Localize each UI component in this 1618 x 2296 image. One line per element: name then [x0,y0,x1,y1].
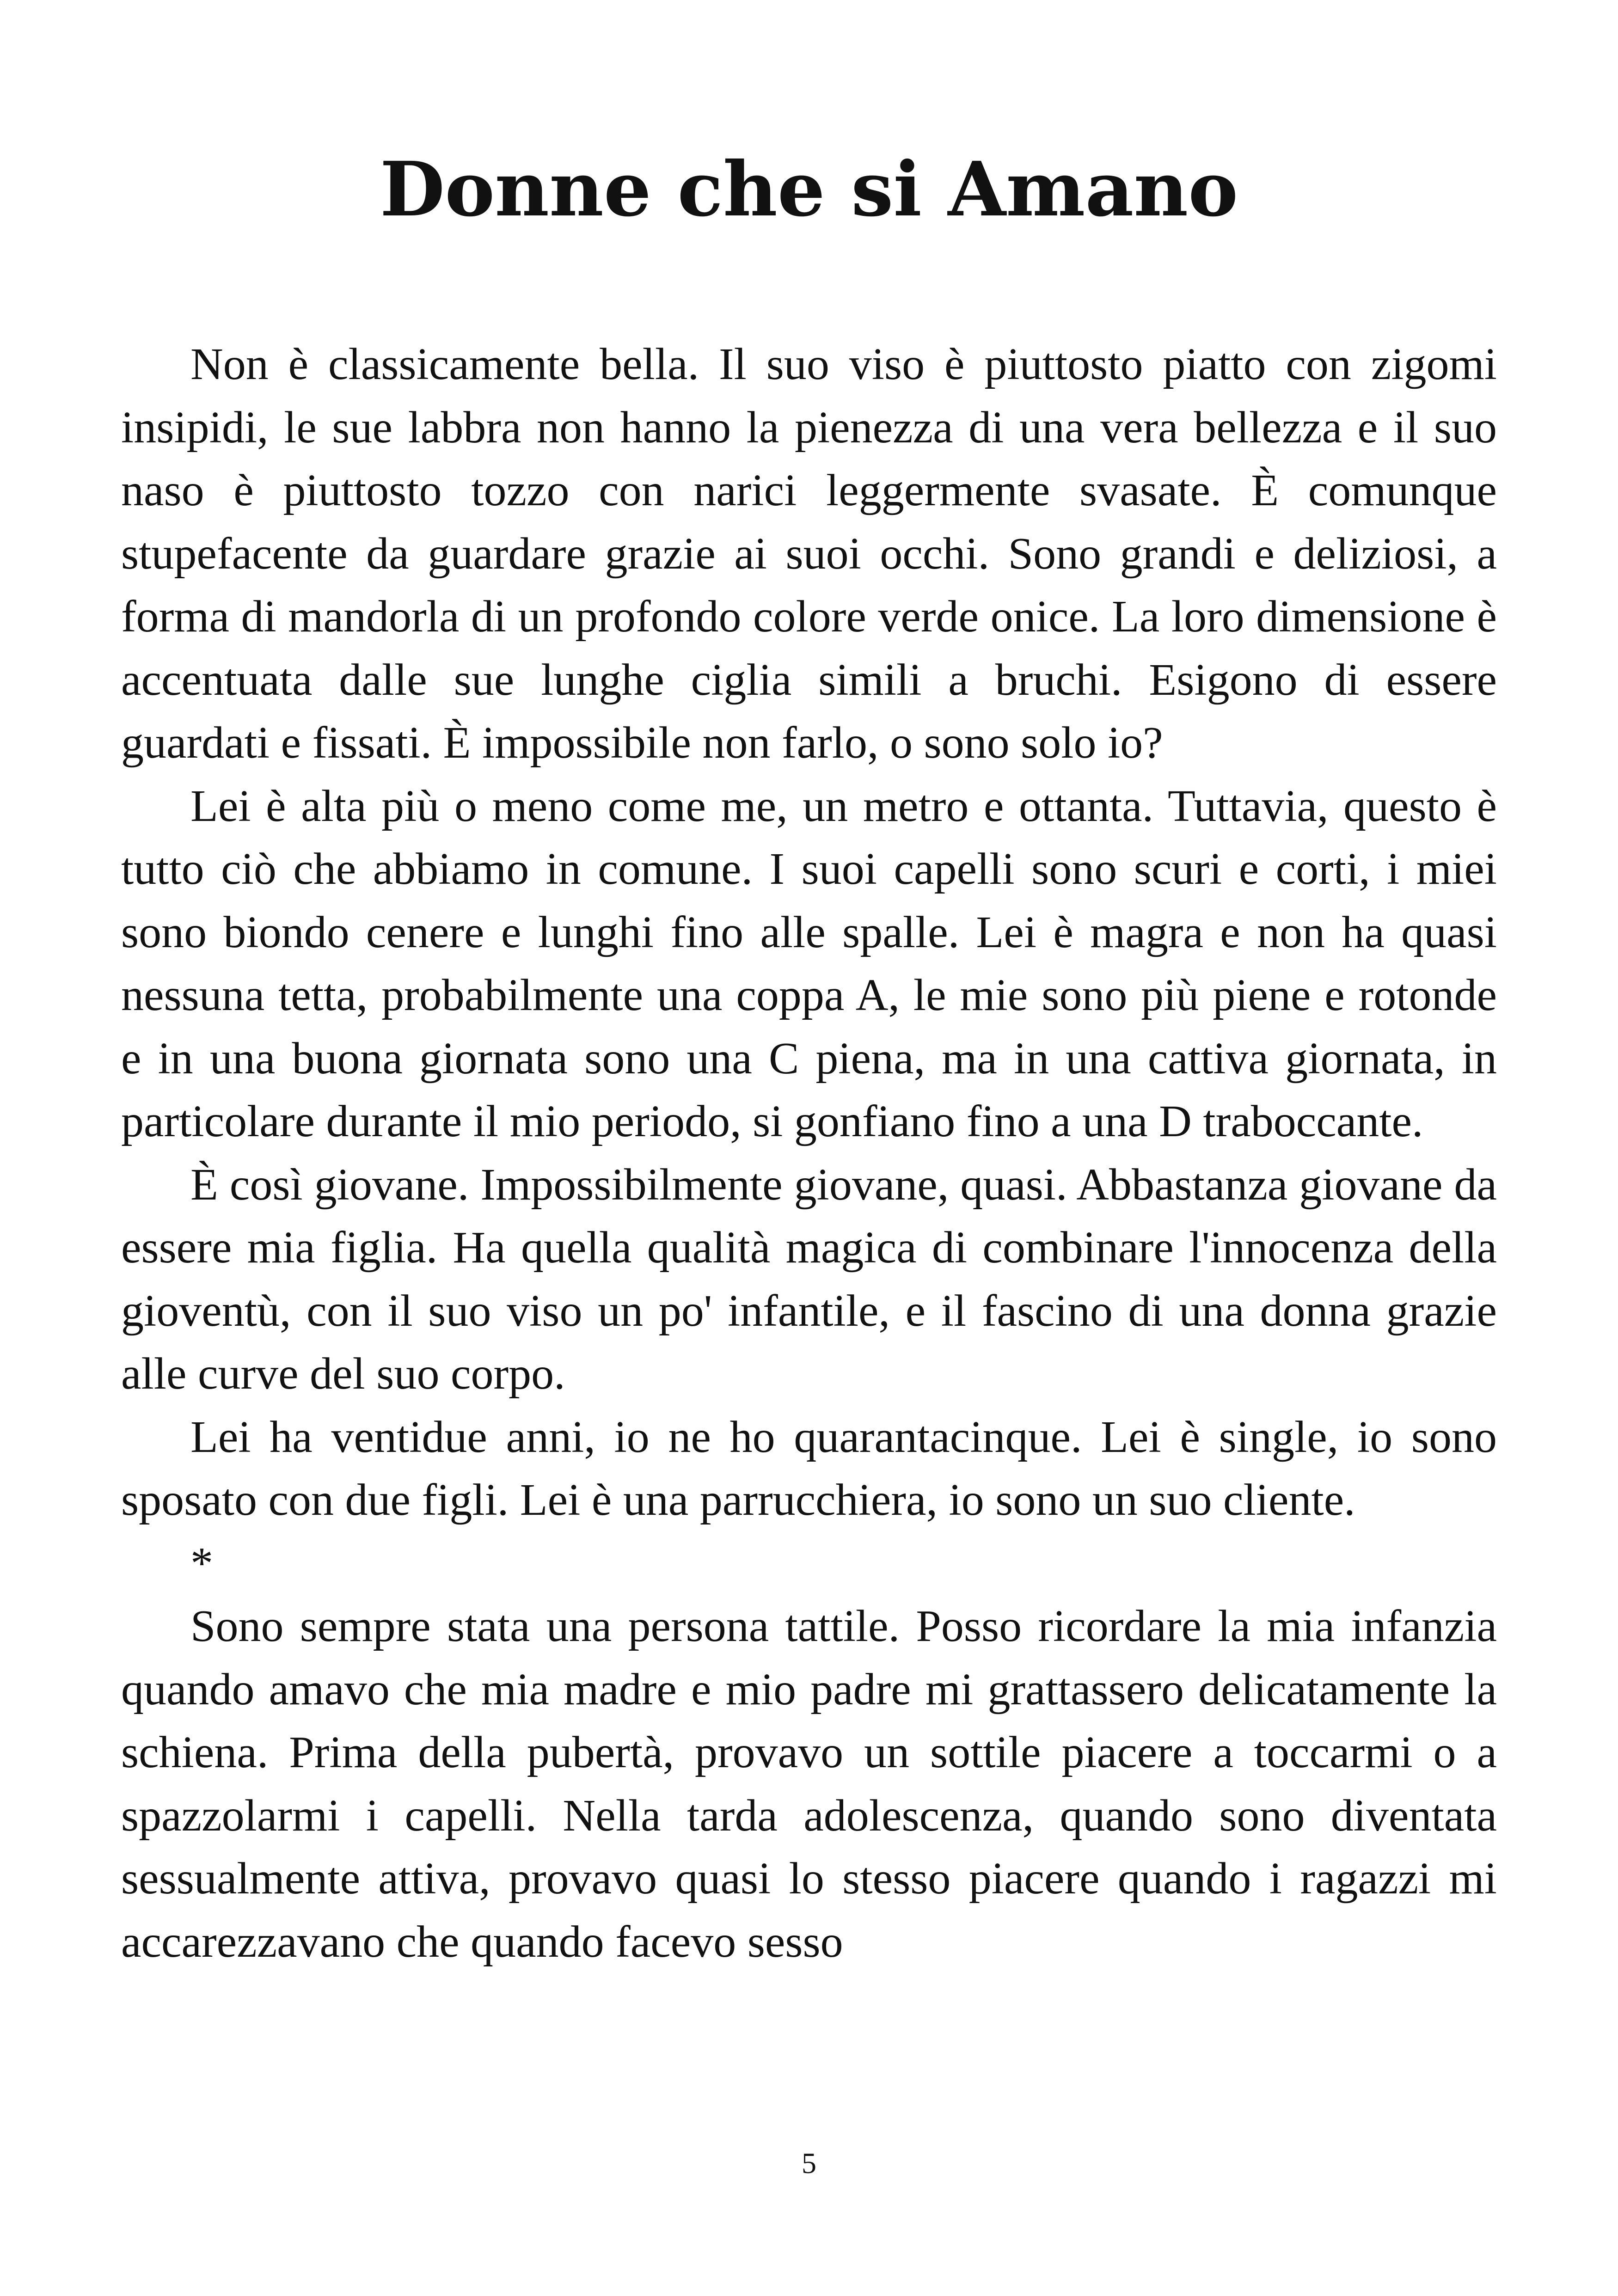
paragraph: Lei è alta più o meno come me, un metro e ottanta. Tuttavia, questo è tutto ciò che abbiamo in comune. I suoi capelli sono scuri e corti, i miei sono biondo cenere e lunghi fino alle spalle. Lei è magra e non ha quasi nessuna tetta, probabilmente una coppa A, le mie sono più piene e rotonde e in una buona giornata sono una C piena, ma in una cattiva giornata, in particolare durante il mio periodo, si gonfiano fino a una D traboccante. [121,781,1497,1146]
section-break: * [190,1538,213,1588]
paragraph: Sono sempre stata una persona tattile. Posso ricordare la mia infanzia quando amavo che mia madre e mio padre mi grattassero delicatamente la schiena. Prima della pubertà, provavo un sottile piacere a toccarmi o a spazzolarmi i capelli. Nella tarda adolescenza, quando sono diventata sessualmente attiva, provavo quasi lo stesso piacere quando i ragazzi mi accarezzavano che quando facevo sesso [121,1601,1497,1967]
page-number: 5 [802,2147,816,2180]
body-text [121,333,1497,1973]
paragraph: Non è classicamente bella. Il suo viso è piuttosto piatto con zigomi insipidi, le sue labbra non hanno la pienezza di una vera bellezza e il suo naso è piuttosto tozzo con narici leggermente svasate. È comunque stupefacente da guardare grazie ai suoi occhi. Sono grandi e deliziosi, a forma di mandorla di un profondo colore verde onice. La loro dimensione è accentuata dalle sue lunghe ciglia simili a bruchi. Esigono di essere guardati e fissati. È impossibile non farlo, o sono solo io? [121,339,1497,768]
chapter-title: Donne che si Amano [380,146,1238,233]
paragraph: Lei ha ventidue anni, io ne ho quarantacinque. Lei è single, io sono sposato con due figli. Lei è una parrucchiera, io sono un suo cliente. [121,1412,1497,1525]
paragraph: È così giovane. Impossibilmente giovane, quasi. Abbastanza giovane da essere mia figlia. Ha quella qualità magica di combinare l'innocenza della gioventù, con il suo viso un po' infantile, e il fascino di una donna grazie alle curve del suo corpo. [121,1159,1497,1399]
